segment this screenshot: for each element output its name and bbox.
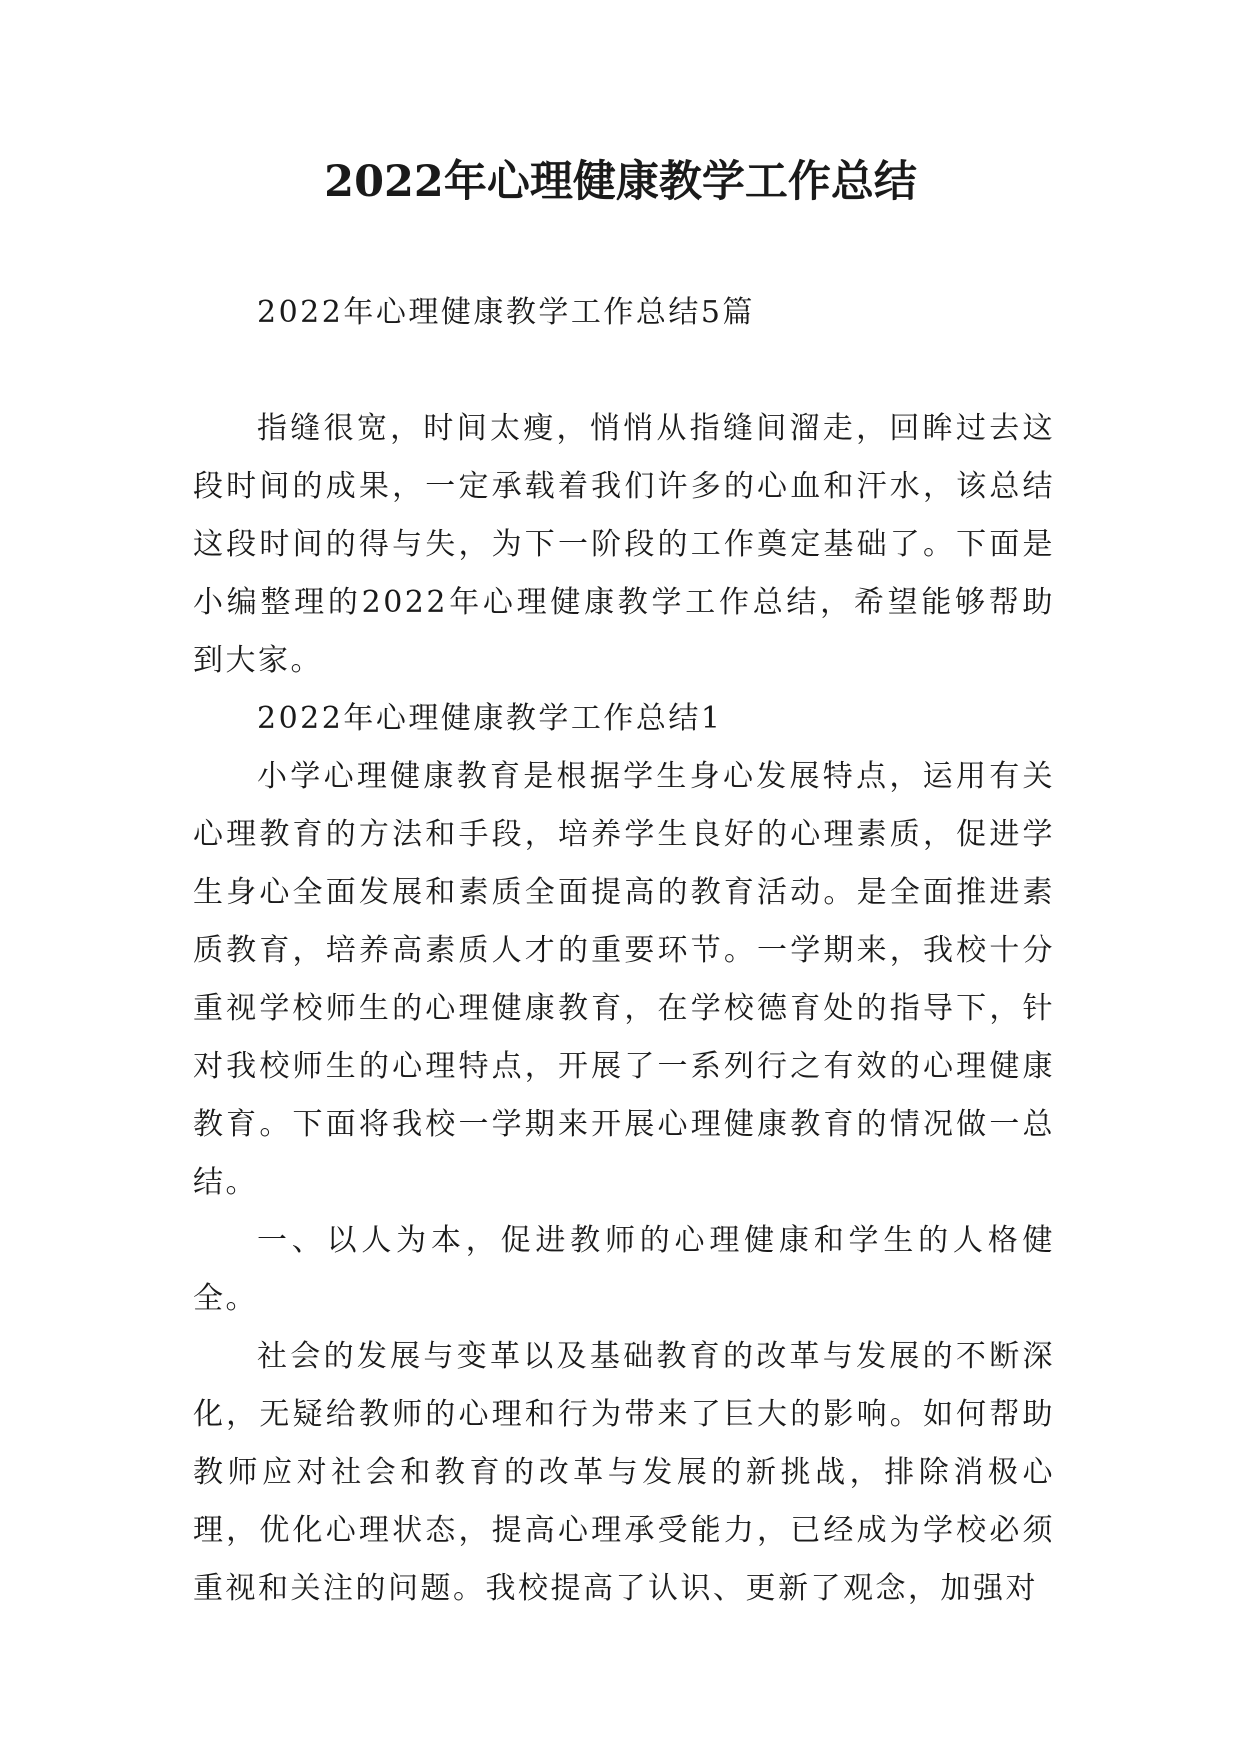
document-subtitle: 2022年心理健康教学工作总结5篇 [257, 295, 755, 330]
body-paragraph: 小学心理健康教育是根据学生身心发展特点，运用有关心理教育的方法和手段，培养学生良好的心理素质，促进学生身心全面发展和素质全面提高的教育活动。是全面推进素质教育，培养高素质人才的重要环节。一学期来，我校十分重视学校师生的心理健康教育，在学校德育处的指导下，针对我校师生的心理特点，开展了一系列行之有效的心理健康教育。下面将我校一学期来开展心理健康教育的情况做一总结。 [193, 759, 1055, 1200]
subsection-heading: 一、以人为本，促进教师的心理健康和学生的人格健全。 [193, 1223, 1055, 1316]
document-body [193, 284, 1055, 1618]
document-title: 2022年心理健康教学工作总结 [324, 157, 917, 207]
body-paragraph: 社会的发展与变革以及基础教育的改革与发展的不断深化，无疑给教师的心理和行为带来了巨大的影响。如何帮助教师应对社会和教育的改革与发展的新挑战，排除消极心理，优化心理状态，提高心理承受能力，已经成为学校必须重视和关注的问题。我校提高了认识、更新了观念，加强对 [193, 1339, 1055, 1606]
intro-paragraph: 指缝很宽，时间太瘦，悄悄从指缝间溜走，回眸过去这段时间的成果，一定承载着我们许多的心血和汗水，该总结这段时间的得与失，为下一阶段的工作奠定基础了。下面是小编整理的2022年心理健康教学工作总结，希望能够帮助到大家。 [193, 411, 1055, 678]
section-heading: 2022年心理健康教学工作总结1 [257, 701, 723, 736]
